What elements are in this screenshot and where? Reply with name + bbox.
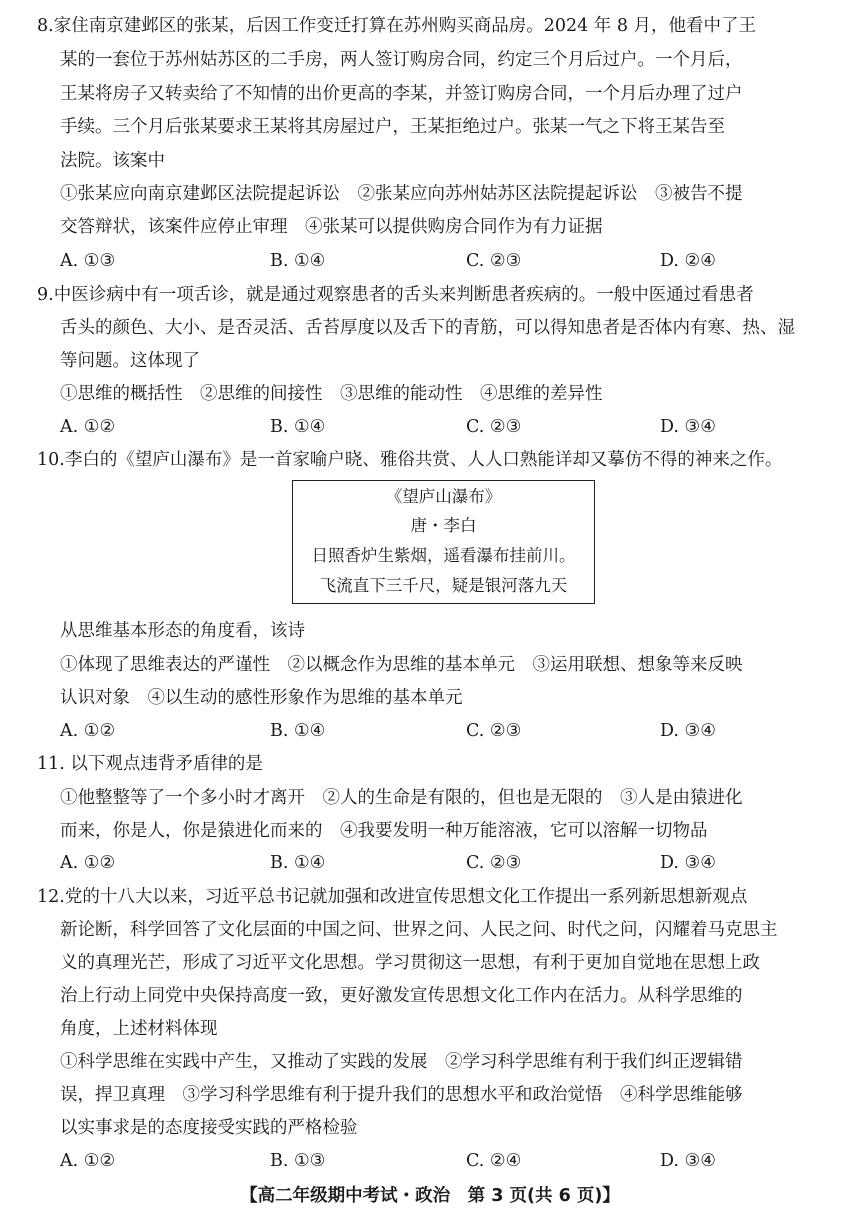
page-footer: 【高二年级期中考试・政治 第 3 页(共 6 页)】	[240, 1186, 620, 1206]
q11-statement-line: 而来，你是人，你是猿进化而来的 ④我要发明一种万能溶液，它可以溶解一切物品	[60, 821, 708, 841]
q11-option-a[interactable]: A. ①②	[60, 853, 116, 873]
q11-stem-line: 11. 以下观点违背矛盾律的是	[37, 754, 263, 774]
q12-option-b[interactable]: B. ①③	[270, 1151, 326, 1171]
q12-stem-line: 角度，上述材料体现	[60, 1019, 218, 1039]
q11-option-d[interactable]: D. ③④	[660, 853, 716, 873]
q12-statement-line: ①科学思维在实践中产生，又推动了实践的发展 ②学习科学思维有利于我们纠正逻辑错	[60, 1052, 743, 1072]
q8-statement-line: ①张某应向南京建邺区法院提起诉讼 ②张某应向苏州姑苏区法院提起诉讼 ③被告不提	[60, 184, 743, 204]
q10-option-a[interactable]: A. ①②	[60, 721, 116, 741]
q10-option-c[interactable]: C. ②③	[466, 721, 522, 741]
q10-stem-line: 10.李白的《望庐山瀑布》是一首家喻户晓、雅俗共赏、人人口熟能详却又摹仿不得的神来之作。	[37, 450, 783, 470]
q9-statement-line: ①思维的概括性 ②思维的间接性 ③思维的能动性 ④思维的差异性	[60, 384, 603, 404]
poem-box	[292, 480, 595, 604]
q9-option-c[interactable]: C. ②③	[466, 417, 522, 437]
q12-option-c[interactable]: C. ②④	[466, 1151, 522, 1171]
q12-statement-line: 误，捍卫真理 ③学习科学思维有利于提升我们的思想水平和政治觉悟 ④科学思维能够	[60, 1085, 743, 1105]
q8-option-d[interactable]: D. ②④	[660, 251, 716, 271]
poem-author: 唐・李白	[410, 516, 477, 535]
q12-option-a[interactable]: A. ①②	[60, 1151, 116, 1171]
poem-line: 飞流直下三千尺，疑是银河落九天	[319, 576, 568, 595]
q10-stem-line: 从思维基本形态的角度看，该诗	[60, 621, 305, 641]
q8-stem-line: 王某将房子又转卖给了不知情的出价更高的李某，并签订购房合同，一个月后办理了过户	[60, 84, 743, 104]
q9-stem-line: 9.中医诊病中有一项舌诊，就是通过观察患者的舌头来判断患者疾病的。一般中医通过看患者	[37, 285, 754, 305]
q11-statement-line: ①他整整等了一个多小时才离开 ②人的生命是有限的，但也是无限的 ③人是由猿进化	[60, 788, 743, 808]
q8-stem-line: 手续。三个月后张某要求王某将其房屋过户，王某拒绝过户。张某一气之下将王某告至	[60, 117, 725, 137]
q8-option-b[interactable]: B. ①④	[270, 251, 326, 271]
q8-stem-line: 法院。该案中	[60, 151, 165, 171]
q12-stem-line: 治上行动上同党中央保持高度一致，更好激发宣传思想文化工作内在活力。从科学思维的	[60, 986, 743, 1006]
q12-stem-line: 12.党的十八大以来，习近平总书记就加强和改进宣传思想文化工作提出一系列新思想新观点	[37, 887, 748, 907]
q8-stem-line: 8.家住南京建邺区的张某，后因工作变迁打算在苏州购买商品房。2024 年 8 月，他看中了王	[37, 16, 757, 36]
poem-title: 《望庐山瀑布》	[385, 487, 502, 506]
q12-stem-line: 新论断，科学回答了文化层面的中国之问、世界之问、人民之问、时代之问，闪耀着马克思主	[60, 920, 778, 940]
poem-line: 日照香炉生紫烟，遥看瀑布挂前川。	[311, 546, 576, 565]
q9-option-a[interactable]: A. ①②	[60, 417, 116, 437]
q8-statement-line: 交答辩状，该案件应停止审理 ④张某可以提供购房合同作为有力证据	[60, 217, 603, 237]
q8-stem-line: 某的一套位于苏州姑苏区的二手房，两人签订购房合同，约定三个月后过户。一个月后，	[60, 50, 743, 70]
q10-statement-line: ①体现了思维表达的严谨性 ②以概念作为思维的基本单元 ③运用联想、想象等来反映	[60, 655, 743, 675]
q10-statement-line: 认识对象 ④以生动的感性形象作为思维的基本单元	[60, 688, 463, 708]
q11-option-b[interactable]: B. ①④	[270, 853, 326, 873]
q12-statement-line: 以实事求是的态度接受实践的严格检验	[60, 1118, 358, 1138]
q10-option-d[interactable]: D. ③④	[660, 721, 716, 741]
q8-option-a[interactable]: A. ①③	[60, 251, 116, 271]
q8-option-c[interactable]: C. ②③	[466, 251, 522, 271]
q10-option-b[interactable]: B. ①④	[270, 721, 326, 741]
q9-option-d[interactable]: D. ③④	[660, 417, 716, 437]
q9-option-b[interactable]: B. ①④	[270, 417, 326, 437]
q12-stem-line: 义的真理光芒，形成了习近平文化思想。学习贯彻这一思想，有利于更加自觉地在思想上政	[60, 953, 760, 973]
q9-stem-line: 等问题。这体现了	[60, 351, 200, 371]
q11-option-c[interactable]: C. ②③	[466, 853, 522, 873]
q12-option-d[interactable]: D. ③④	[660, 1151, 716, 1171]
q9-stem-line: 舌头的颜色、大小、是否灵活、舌苔厚度以及舌下的青筋，可以得知患者是否体内有寒、热、湿	[60, 318, 795, 338]
